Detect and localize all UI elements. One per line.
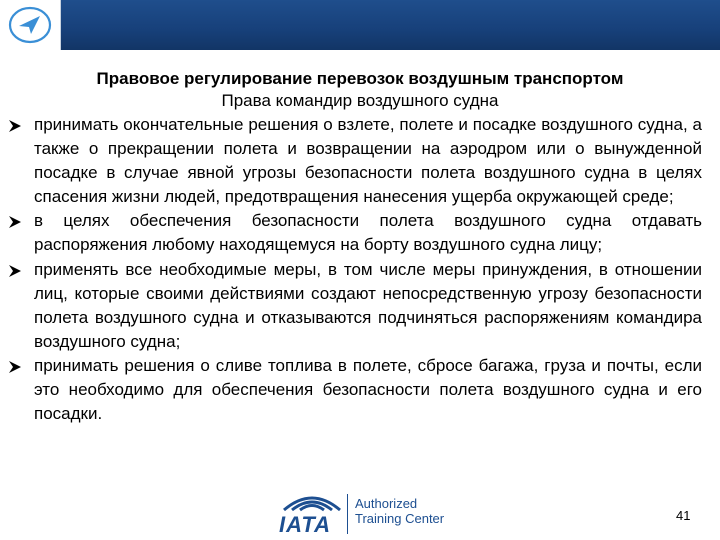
list-item — [8, 354, 702, 426]
arrowhead-bullet-icon — [8, 360, 22, 374]
top-logo — [0, 0, 61, 50]
training-center-line2: Training Center — [355, 511, 445, 526]
slide-subtitle: Права командир воздушного судна — [221, 91, 499, 110]
list-item — [8, 209, 702, 257]
training-center-line1: Authorized — [355, 496, 418, 511]
list-item-text: принимать окончательные решения о взлете, полете и посадке воздушного судна, а также о прекращении полета и возвращении на аэродром или о вынужденной посадке в случае явной угрозы безопасности полета воздушного судна в целях спасения жизни людей, предотвращения нанесения ущерба окружающей среде; — [34, 115, 702, 207]
arrowhead-bullet-icon — [8, 264, 22, 278]
list-item — [8, 113, 702, 209]
list-item-text: в целях обеспечения безопасности полета воздушного судна отдавать распоряжения любому находящемуся на борту воздушного судна лицу; — [34, 211, 702, 255]
list-item-text: применять все необходимые меры, в том числе меры принуждения, в отношении лиц, которые своими действиями создают непосредственную угрозу безопасности полета воздушного судна и отказываются подчиняться распоряжениям командира воздушного судна; — [34, 259, 702, 351]
list-item-text: принимать решения о сливе топлива в полете, сбросе багажа, груза и почты, если это необходимо для обеспечения безопасности полета воздушного судна и его посадки. — [34, 355, 702, 424]
header-bar — [0, 0, 720, 50]
rights-list — [8, 113, 702, 426]
list-item — [8, 258, 702, 354]
slide-title: Правовое регулирование перевозок воздушным транспортом — [96, 69, 624, 88]
arrowhead-bullet-icon — [8, 119, 22, 133]
iata-logo-text: IATA — [279, 512, 332, 537]
arrowhead-bullet-icon — [8, 215, 22, 229]
page-number: 41 — [676, 508, 691, 523]
iata-globe-icon — [280, 490, 344, 514]
training-center-label — [355, 496, 444, 526]
footer-divider — [347, 494, 348, 534]
plane-arrow-logo-icon — [6, 4, 54, 46]
